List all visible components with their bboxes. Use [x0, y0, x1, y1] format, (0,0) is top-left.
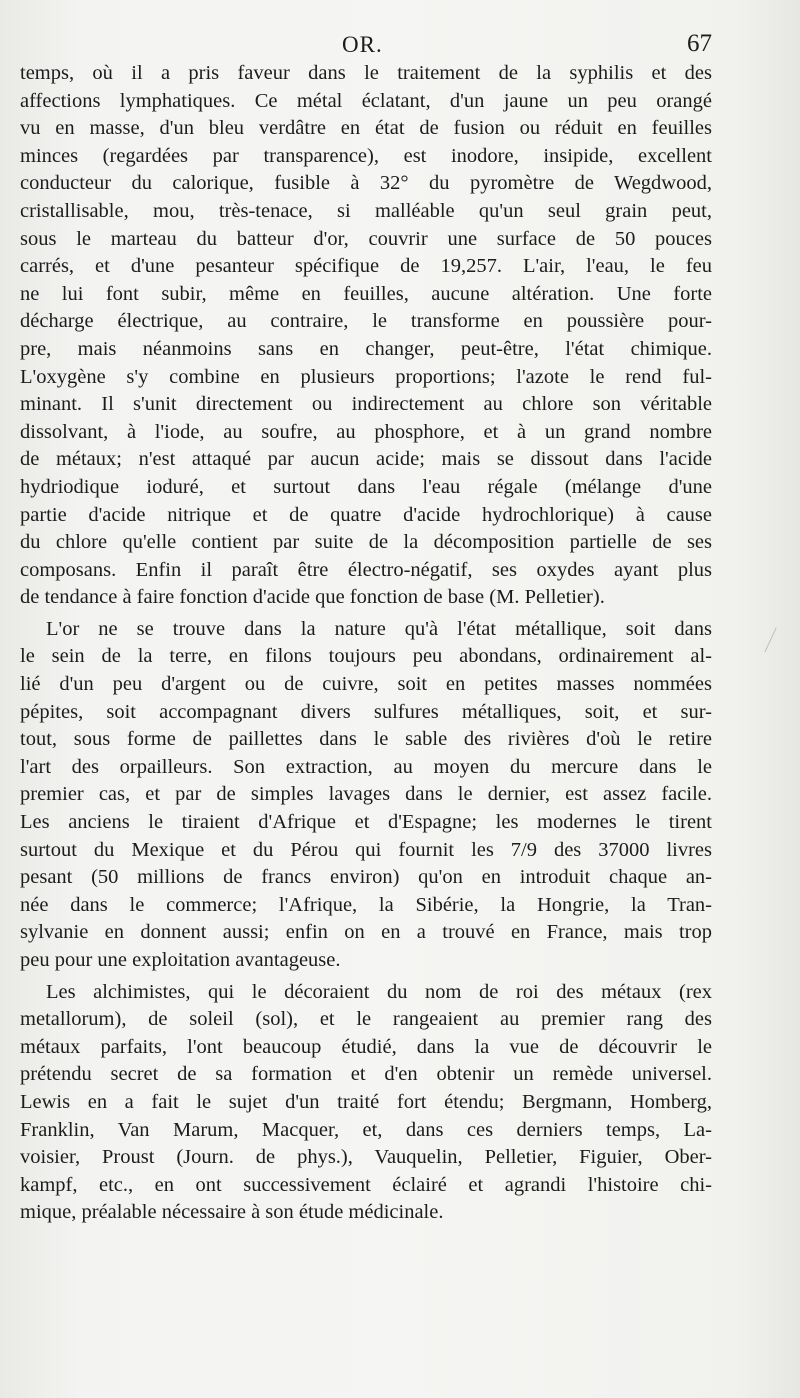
text-line: lié d'un peu d'argent ou de cuivre, soit en petites masses nommées — [20, 673, 712, 696]
text-line: composans. Enfin il paraît être électro-négatif, ses oxydes ayant plus — [20, 558, 712, 581]
text-line: ne lui font subir, même en feuilles, aucune altération. Une forte — [20, 282, 712, 305]
text-line: affections lymphatiques. Ce métal éclatant, d'un jaune un peu orangé — [20, 89, 712, 112]
text-line: sous le marteau du batteur d'or, couvrir une surface de 50 pouces — [20, 227, 712, 250]
text-line: minces (regardées par transparence), est inodore, insipide, excellent — [20, 144, 712, 167]
text-line: cristallisable, mou, très-tenace, si malléable qu'un seul grain peut, — [20, 199, 712, 222]
text-line: née dans le commerce; l'Afrique, la Sibérie, la Hongrie, la Tran- — [20, 893, 712, 916]
text-line: kampf, etc., en ont successivement éclairé et agrandi l'histoire chi- — [20, 1173, 712, 1196]
text-line: minant. Il s'unit directement ou indirectement au chlore son véritable — [20, 393, 712, 416]
text-line: prétendu secret de sa formation et d'en obtenir un remède universel. — [20, 1063, 712, 1086]
text-line: de métaux; n'est attaqué par aucun acide; mais se dissout dans l'acide — [20, 448, 712, 471]
text-line: du chlore qu'elle contient par suite de la décomposition partielle de ses — [20, 531, 712, 554]
text-line: l'art des orpailleurs. Son extraction, au moyen du mercure dans le — [20, 755, 712, 778]
text-line: pesant (50 millions de francs environ) qu'on en introduit chaque an- — [20, 866, 712, 889]
body-text — [20, 60, 712, 1227]
text-line: Lewis en a fait le sujet d'un traité fort étendu; Bergmann, Homberg, — [20, 1090, 712, 1113]
text-line: mique, préalable nécessaire à son étude médicinale. — [20, 1201, 444, 1224]
text-line: surtout du Mexique et du Pérou qui fournit les 7/9 des 37000 livres — [20, 838, 712, 861]
text-line: pre, mais néanmoins sans en changer, peut-être, l'état chimique. — [20, 337, 712, 360]
text-line: partie d'acide nitrique et de quatre d'acide hydrochlorique) à cause — [20, 503, 712, 526]
text-line: sylvanie en donnent aussi; enfin on en a trouvé en France, mais trop — [20, 921, 712, 944]
text-line: premier cas, et par de simples lavages dans le dernier, est assez facile. — [20, 783, 712, 806]
text-line: décharge électrique, au contraire, le transforme en poussière pour- — [20, 310, 712, 333]
text-line: Les alchimistes, qui le décoraient du nom de roi des métaux (rex — [46, 980, 712, 1003]
text-line: carrés, et d'une pesanteur spécifique de 19,257. L'air, l'eau, le feu — [20, 255, 712, 278]
page-number: 67 — [687, 30, 712, 57]
text-line: Franklin, Van Marum, Macquer, et, dans ces derniers temps, La- — [20, 1118, 712, 1141]
text-line: hydriodique ioduré, et surtout dans l'eau régale (mélange d'une — [20, 475, 712, 498]
margin-mark — [764, 628, 786, 652]
text-line: temps, où il a pris faveur dans le traitement de la syphilis et des — [20, 62, 712, 84]
text-line: L'or ne se trouve dans la nature qu'à l'état métallique, soit dans — [46, 617, 712, 640]
text-line: dissolvant, à l'iode, au soufre, au phosphore, et à un grand nombre — [20, 420, 712, 443]
text-line: peu pour une exploitation avantageuse. — [20, 949, 341, 971]
text-line: conducteur du calorique, fusible à 32° du pyromètre de Wegdwood, — [20, 172, 712, 195]
text-line: tout, sous forme de paillettes dans le sable des rivières d'où le retire — [20, 728, 712, 751]
text-line: L'oxygène s'y combine en plusieurs proportions; l'azote le rend ful- — [20, 365, 712, 388]
text-line: voisier, Proust (Journ. de phys.), Vauquelin, Pelletier, Figuier, Ober- — [20, 1146, 712, 1169]
page-header — [20, 28, 712, 64]
text-line: le sein de la terre, en filons toujours peu abondans, ordinairement al- — [20, 645, 712, 668]
text-line: métaux parfaits, l'ont beaucoup étudié, dans la vue de découvrir le — [20, 1035, 712, 1058]
text-line: metallorum), de soleil (sol), et le rangeaient au premier rang des — [20, 1008, 712, 1031]
text-line: pépites, soit accompagnant divers sulfures métalliques, soit, et sur- — [20, 700, 712, 723]
text-line: Les anciens le tiraient d'Afrique et d'Espagne; les modernes le tirent — [20, 811, 712, 834]
running-head: OR. — [342, 32, 383, 57]
paragraph — [20, 616, 712, 975]
text-line: de tendance à faire fonction d'acide que fonction de base (M. Pelletier). — [20, 586, 605, 609]
paragraph — [20, 60, 712, 612]
paragraph — [20, 979, 712, 1227]
text-line: vu en masse, d'un bleu verdâtre en état de fusion ou réduit en feuilles — [20, 117, 712, 140]
